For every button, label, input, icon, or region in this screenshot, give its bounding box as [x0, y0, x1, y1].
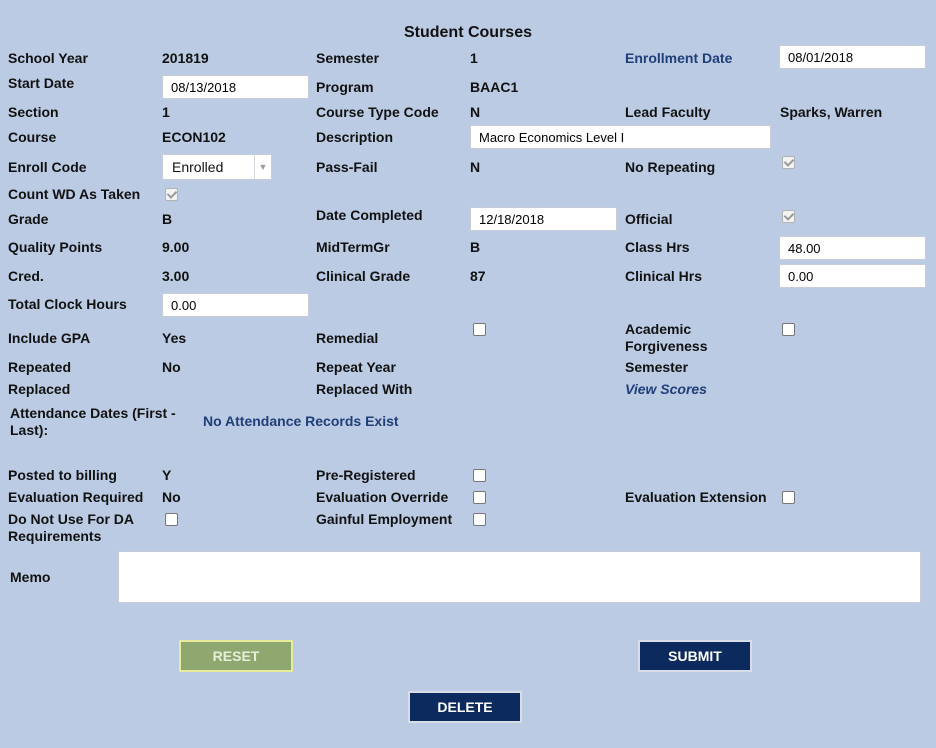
no-attendance-link[interactable]: No Attendance Records Exist — [203, 413, 399, 429]
attendance-dates-label-line2: Last): — [10, 422, 49, 438]
academic-forgiveness-label-line1: Academic — [625, 321, 692, 337]
replaced-with-label: Replaced With — [316, 381, 413, 397]
semester-value: 1 — [470, 50, 478, 66]
class-hrs-input[interactable] — [779, 236, 926, 260]
section-value: 1 — [162, 104, 170, 120]
posted-to-billing-label: Posted to billing — [8, 467, 117, 483]
evaluation-required-label: Evaluation Required — [8, 489, 144, 505]
count-wd-checkbox[interactable] — [165, 188, 178, 201]
delete-button[interactable]: DELETE — [408, 691, 522, 723]
pass-fail-label: Pass-Fail — [316, 159, 378, 175]
evaluation-extension-checkbox[interactable] — [782, 491, 795, 504]
clinical-hrs-label: Clinical Hrs — [625, 268, 703, 284]
school-year-value: 201819 — [162, 50, 209, 66]
course-type-code-value: N — [470, 104, 481, 120]
enroll-code-label: Enroll Code — [8, 159, 87, 175]
start-date-label: Start Date — [8, 75, 75, 91]
memo-textarea[interactable] — [118, 551, 921, 603]
evaluation-override-label: Evaluation Override — [316, 489, 449, 505]
view-scores-link[interactable]: View Scores — [625, 381, 707, 397]
course-label: Course — [8, 129, 57, 145]
pre-registered-label: Pre-Registered — [316, 467, 416, 483]
count-wd-label: Count WD As Taken — [8, 186, 141, 202]
program-label: Program — [316, 79, 374, 95]
do-not-use-da-label-line1: Do Not Use For DA — [8, 511, 134, 527]
do-not-use-da-checkbox[interactable] — [165, 513, 178, 526]
pre-registered-checkbox[interactable] — [473, 469, 486, 482]
attendance-dates-label — [10, 405, 176, 439]
start-date-input[interactable] — [162, 75, 309, 99]
section-label: Section — [8, 104, 59, 120]
clinical-grade-value: 87 — [470, 268, 486, 284]
academic-forgiveness-label — [625, 321, 707, 355]
reset-button[interactable]: RESET — [179, 640, 293, 672]
do-not-use-da-label-line2: Requirements — [8, 528, 102, 544]
include-gpa-label: Include GPA — [8, 330, 91, 346]
do-not-use-da-label — [8, 511, 134, 545]
evaluation-extension-label: Evaluation Extension — [625, 489, 767, 505]
semester-label: Semester — [316, 50, 380, 66]
date-completed-label: Date Completed — [316, 207, 423, 223]
midterm-gr-label: MidTermGr — [316, 239, 390, 255]
enrollment-date-label: Enrollment Date — [625, 50, 733, 66]
replaced-label: Replaced — [8, 381, 71, 397]
class-hrs-label: Class Hrs — [625, 239, 690, 255]
course-type-code-label: Course Type Code — [316, 104, 439, 120]
attendance-dates-label-line1: Attendance Dates (First - — [10, 405, 176, 421]
no-repeating-label: No Repeating — [625, 159, 716, 175]
total-clock-hours-label: Total Clock Hours — [8, 296, 127, 312]
cred-value: 3.00 — [162, 268, 190, 284]
gainful-employment-label: Gainful Employment — [316, 511, 453, 527]
quality-points-value: 9.00 — [162, 239, 190, 255]
course-value: ECON102 — [162, 129, 226, 145]
posted-to-billing-value: Y — [162, 467, 172, 483]
enrollment-date-input[interactable] — [779, 45, 926, 69]
quality-points-label: Quality Points — [8, 239, 103, 255]
lead-faculty-label: Lead Faculty — [625, 104, 711, 120]
description-input[interactable] — [470, 125, 771, 149]
description-label: Description — [316, 129, 394, 145]
submit-button[interactable]: SUBMIT — [638, 640, 752, 672]
total-clock-hours-input[interactable] — [162, 293, 309, 317]
repeat-semester-label: Semester — [625, 359, 689, 375]
gainful-employment-checkbox[interactable] — [473, 513, 486, 526]
no-repeating-checkbox[interactable] — [782, 156, 795, 169]
clinical-grade-label: Clinical Grade — [316, 268, 411, 284]
academic-forgiveness-checkbox[interactable] — [782, 323, 795, 336]
lead-faculty-value: Sparks, Warren — [780, 104, 883, 120]
school-year-label: School Year — [8, 50, 88, 66]
cred-label: Cred. — [8, 268, 44, 284]
program-value: BAAC1 — [470, 79, 519, 95]
official-checkbox[interactable] — [782, 210, 795, 223]
pass-fail-value: N — [470, 159, 481, 175]
grade-label: Grade — [8, 211, 49, 227]
page-title: Student Courses — [403, 24, 532, 41]
remedial-checkbox[interactable] — [473, 323, 486, 336]
academic-forgiveness-label-line2: Forgiveness — [625, 338, 708, 354]
chevron-down-icon[interactable]: ▼ — [254, 155, 271, 179]
evaluation-required-value: No — [162, 489, 181, 505]
repeat-year-label: Repeat Year — [316, 359, 396, 375]
official-label: Official — [625, 211, 673, 227]
repeated-value: No — [162, 359, 181, 375]
remedial-label: Remedial — [316, 330, 379, 346]
include-gpa-value: Yes — [162, 330, 187, 346]
repeated-label: Repeated — [8, 359, 72, 375]
enroll-code-selected: Enrolled — [172, 159, 224, 175]
midterm-gr-value: B — [470, 239, 481, 255]
date-completed-input[interactable] — [470, 207, 617, 231]
enroll-code-select[interactable] — [162, 154, 272, 180]
memo-label: Memo — [10, 569, 51, 585]
clinical-hrs-input[interactable] — [779, 264, 926, 288]
grade-value: B — [162, 211, 173, 227]
evaluation-override-checkbox[interactable] — [473, 491, 486, 504]
